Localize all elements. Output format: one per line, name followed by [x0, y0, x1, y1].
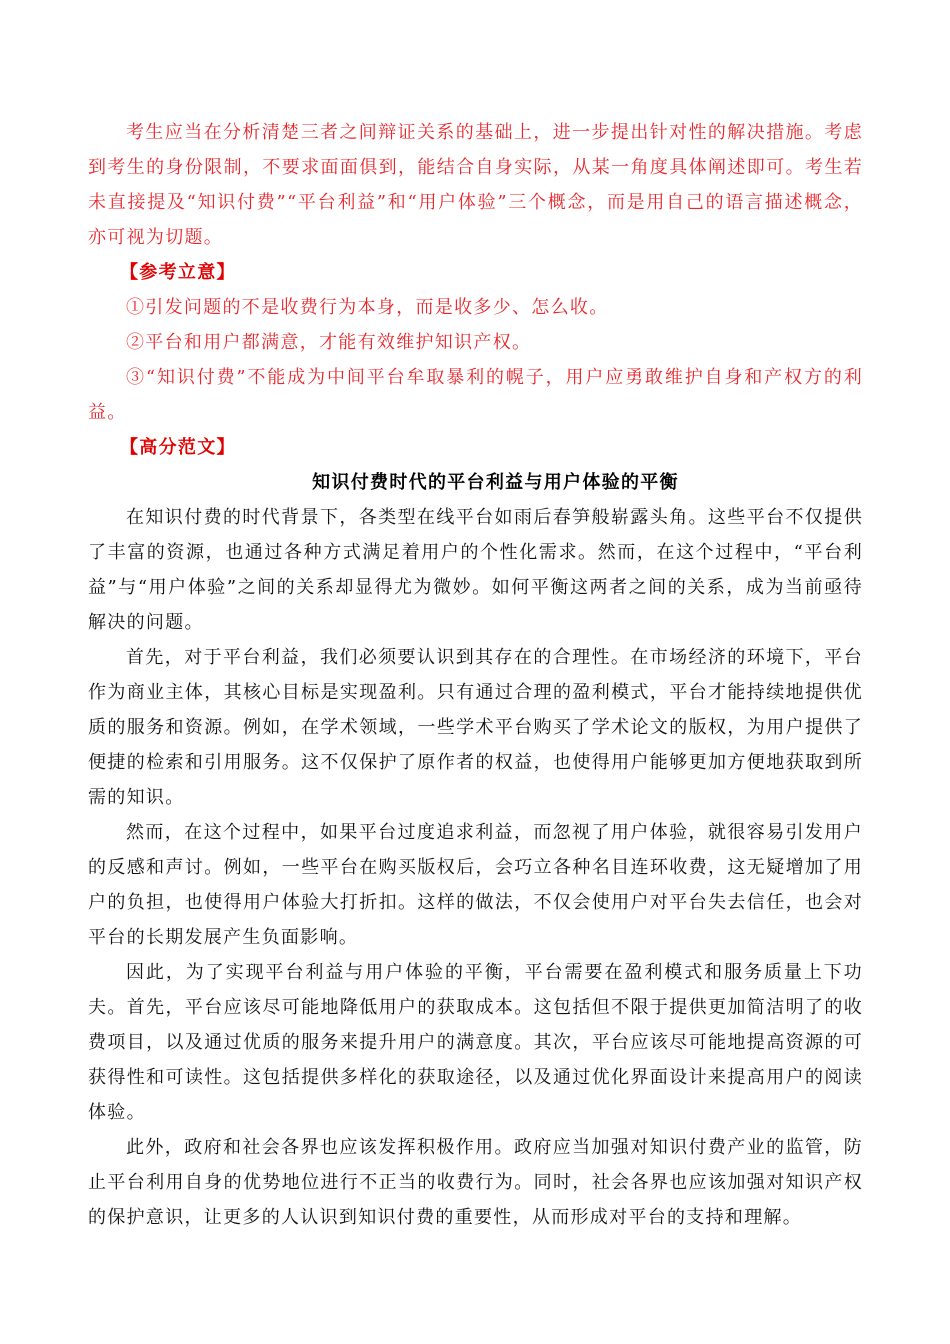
reference-point-1: ①引发问题的不是收费行为本身，而是收多少、怎么收。 [126, 297, 609, 318]
reference-theme-heading: 【参考立意】 [120, 262, 236, 283]
essay-paragraph-3: 然而，在这个过程中，如果平台过度追求利益，而忽视了用户体验，就很容易引发用户的反感和声讨。例如，一些平台在购买版权后，会巧立各种名目连环收费，这无疑增加了用户的负担，也使得用户体验大打折扣。这样的做法，不仅会使用户对平台失去信任，也会对平台的长期发展产生负面影响。 [88, 822, 863, 948]
essay-paragraph-5: 此外，政府和社会各界也应该发挥积极作用。政府应当加强对知识付费产业的监管，防止平台利用自身的优势地位进行不正当的收费行为。同时，社会各界也应该加强对知识产权的保护意识，让更多的人认识到知识付费的重要性，从而形成对平台的支持和理解。 [88, 1137, 863, 1228]
reference-point-2: ②平台和用户都满意，才能有效维护知识产权。 [126, 332, 532, 353]
document-page [88, 115, 863, 1235]
model-essay-heading: 【高分范文】 [120, 437, 236, 458]
essay-paragraph-1: 在知识付费的时代背景下，各类型在线平台如雨后春笋般崭露头角。这些平台不仅提供了丰富的资源，也通过各种方式满足着用户的个性化需求。然而，在这个过程中，“平台利益”与“用户体验”之间的关系却显得尤为微妙。如何平衡这两者之间的关系，成为当前亟待解决的问题。 [88, 507, 863, 633]
grading-guidance-paragraph: 考生应当在分析清楚三者之间辩证关系的基础上，进一步提出针对性的解决措施。考虑到考生的身份限制，不要求面面俱到，能结合自身实际，从某一角度具体阐述即可。考生若未直接提及“知识付费”“平台利益”和“用户体验”三个概念，而是用自己的语言描述概念，亦可视为切题。 [88, 122, 863, 248]
essay-paragraph-2: 首先，对于平台利益，我们必须要认识到其存在的合理性。在市场经济的环境下，平台作为商业主体，其核心目标是实现盈利。只有通过合理的盈利模式，平台才能持续地提供优质的服务和资源。例如，在学术领域，一些学术平台购买了学术论文的版权，为用户提供了便捷的检索和引用服务。这不仅保护了原作者的权益，也使得用户能够更加方便地获取到所需的知识。 [88, 647, 863, 808]
reference-point-3: ③“知识付费”不能成为中间平台牟取暴利的幌子，用户应勇敢维护自身和产权方的利益。 [88, 367, 863, 423]
essay-paragraph-4: 因此，为了实现平台利益与用户体验的平衡，平台需要在盈利模式和服务质量上下功夫。首先，平台应该尽可能地降低用户的获取成本。这包括但不限于提供更加简洁明了的收费项目，以及通过优质的服务来提升用户的满意度。其次，平台应该尽可能地提高资源的可获得性和可读性。这包括提供多样化的获取途径，以及通过优化界面设计来提高用户的阅读体验。 [88, 962, 863, 1123]
essay-title: 知识付费时代的平台利益与用户体验的平衡 [312, 472, 679, 493]
